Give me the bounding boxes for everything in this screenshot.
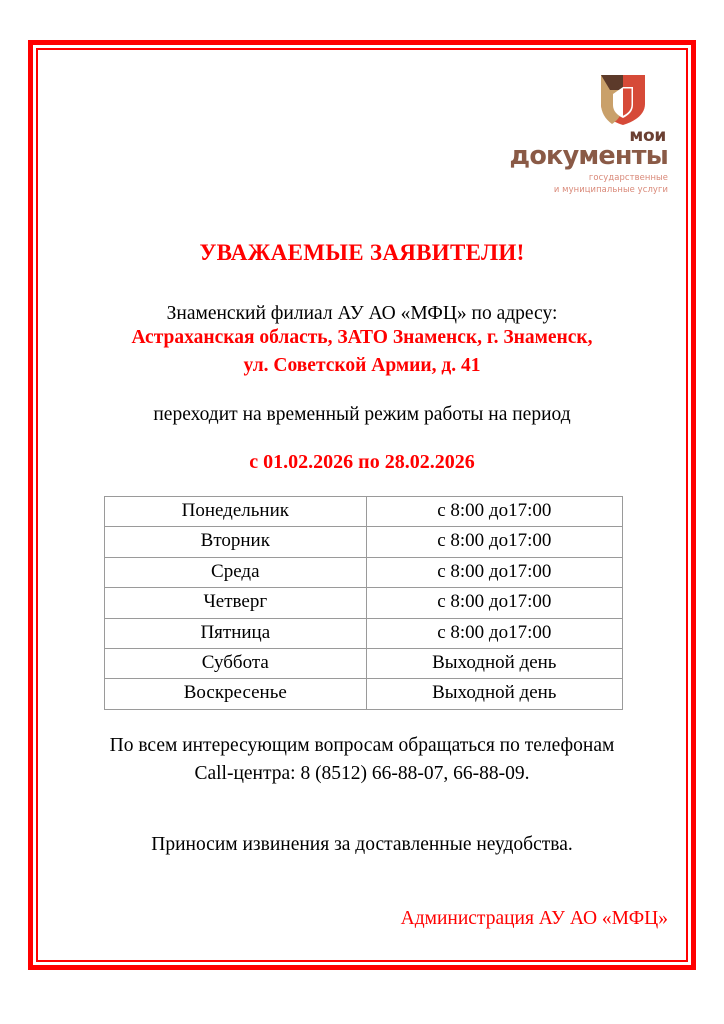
logo-word-moi: мои	[629, 126, 666, 146]
schedule-day: Вторник	[105, 527, 367, 557]
table-row	[105, 679, 623, 709]
logo-tagline-line-2: и муниципальные услуги	[553, 183, 668, 194]
notice-content	[44, 56, 680, 954]
signature-line: Администрация АУ АО «МФЦ»	[400, 908, 668, 929]
schedule-time: с 8:00 до17:00	[366, 557, 622, 587]
transition-line: переходит на временный режим работы на период	[153, 404, 571, 425]
schedule-table-body	[105, 497, 623, 710]
table-row	[105, 557, 623, 587]
logo-tagline-line-1: государственные	[588, 172, 668, 183]
branch-address	[44, 324, 680, 379]
address-line-1: Астраханская область, ЗАТО Знаменск, г. Знаменск,	[131, 327, 593, 348]
schedule-day: Среда	[105, 557, 367, 587]
schedule-day: Четверг	[105, 588, 367, 618]
schedule-time: с 8:00 до17:00	[366, 588, 622, 618]
schedule-time: Выходной день	[366, 649, 622, 679]
schedule-table-wrapper	[104, 496, 623, 710]
schedule-day: Понедельник	[105, 497, 367, 527]
mfc-logo	[496, 74, 668, 195]
table-row	[105, 588, 623, 618]
schedule-time: с 8:00 до17:00	[366, 527, 622, 557]
contact-line-2: Call-центра: 8 (8512) 66-88-07, 66-88-09.	[194, 762, 530, 784]
schedule-day: Суббота	[105, 649, 367, 679]
mfc-shield-emblem-icon	[600, 74, 646, 126]
apology-line: Приносим извинения за доставленные неудобства.	[151, 834, 573, 855]
branch-line: Знаменский филиал АУ АО «МФЦ» по адресу:	[166, 303, 558, 324]
address-line-2: ул. Советской Армии, д. 41	[243, 354, 481, 376]
table-row	[105, 497, 623, 527]
contact-line-1: По всем интересующим вопросам обращаться по телефонам	[109, 735, 615, 756]
page-title: УВАЖАЕМЫЕ ЗАЯВИТЕЛИ!	[199, 240, 525, 265]
table-row	[105, 527, 623, 557]
schedule-table	[104, 496, 623, 710]
contact-info	[44, 732, 680, 787]
schedule-day: Пятница	[105, 618, 367, 648]
period-line: с 01.02.2026 по 28.02.2026	[249, 451, 475, 473]
logo-word-dokumenty: документы	[509, 140, 668, 171]
schedule-time: с 8:00 до17:00	[366, 618, 622, 648]
schedule-day: Воскресенье	[105, 679, 367, 709]
table-row	[105, 649, 623, 679]
table-row	[105, 618, 623, 648]
schedule-time: с 8:00 до17:00	[366, 497, 622, 527]
schedule-time: Выходной день	[366, 679, 622, 709]
